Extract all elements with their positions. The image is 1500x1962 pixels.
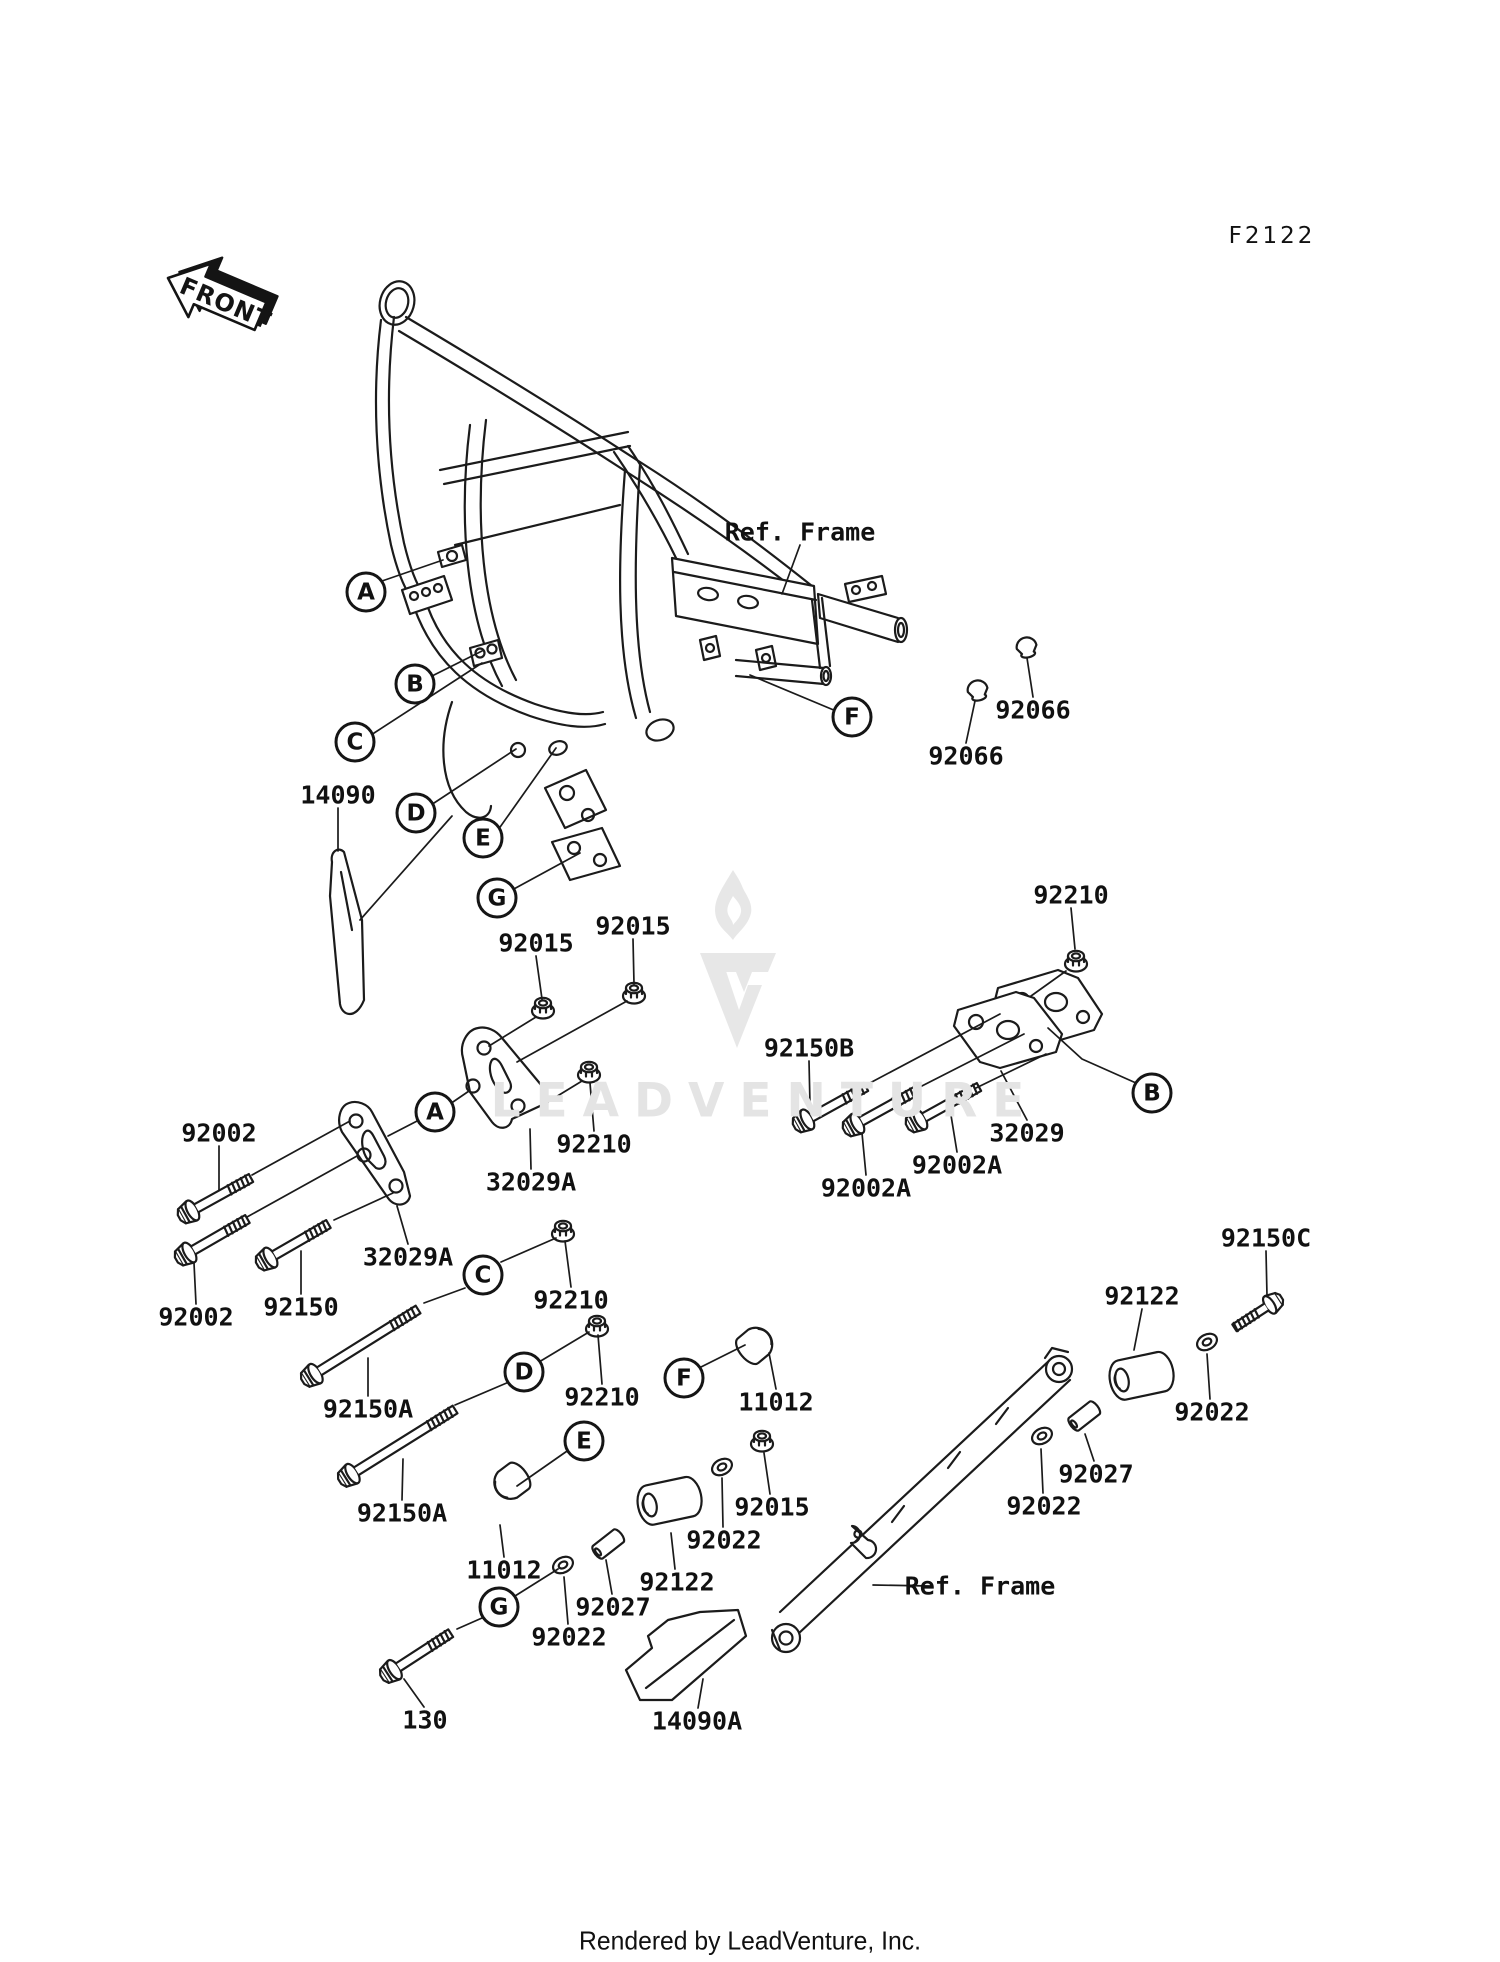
part-label: 92002 <box>181 1118 257 1148</box>
part-label: 92150A <box>322 1394 414 1424</box>
leadventure-logo-watermark <box>700 870 776 1048</box>
part-label: 92066 <box>928 741 1004 771</box>
bolt-130-icon <box>376 1624 457 1687</box>
part-label: 32029 <box>989 1118 1065 1148</box>
part-label: 92022 <box>1174 1397 1250 1427</box>
callout-letter: D <box>504 1352 545 1393</box>
callout-letter: E <box>463 818 504 859</box>
callout-letter: G <box>479 1587 520 1628</box>
frame-illustration <box>330 277 907 1014</box>
part-label: 92027 <box>575 1592 651 1622</box>
part-label: Ref. Frame <box>904 1571 1056 1601</box>
collar-92027-icon <box>1066 1400 1102 1433</box>
damper-11012-icon <box>488 1459 535 1505</box>
part-label: 92027 <box>1058 1459 1134 1489</box>
nut-92210-icon <box>586 1316 608 1337</box>
part-label: 92022 <box>531 1622 607 1652</box>
part-label: 92122 <box>1104 1281 1180 1311</box>
part-label: 92150B <box>763 1033 855 1063</box>
part-label: 32029A <box>485 1167 577 1197</box>
washer-92022-icon <box>1194 1330 1220 1353</box>
part-label: 92066 <box>995 695 1071 725</box>
washer-92022-icon <box>550 1553 576 1576</box>
part-label: 32029A <box>362 1242 454 1272</box>
part-label: 130 <box>402 1705 448 1735</box>
part-label: 11012 <box>466 1555 542 1585</box>
part-label: 92002 <box>158 1302 234 1332</box>
nut-92015-icon <box>623 983 645 1004</box>
part-label: 92210 <box>1033 880 1109 910</box>
washer-92022-icon <box>709 1455 735 1478</box>
part-label: 92015 <box>595 911 671 941</box>
footer-credit: Rendered by LeadVenture, Inc. <box>579 1925 921 1956</box>
part-label: 92002A <box>820 1173 912 1203</box>
bolt-92150C-icon <box>1229 1289 1287 1336</box>
part-label: 92150A <box>356 1498 448 1528</box>
plug-92066-icon <box>966 679 990 703</box>
plug-92066-icon <box>1015 636 1039 660</box>
callout-letter: G <box>477 878 518 919</box>
damper-92122-icon <box>1106 1350 1177 1402</box>
leadventure-watermark-text: LEADVENTURE <box>490 1073 1040 1129</box>
callout-letter: A <box>415 1092 456 1133</box>
part-label: 92022 <box>1006 1491 1082 1521</box>
collar-92027-icon <box>590 1528 626 1561</box>
part-label: 92150C <box>1220 1223 1312 1253</box>
part-label: 92150 <box>263 1292 339 1322</box>
part-label: 92210 <box>556 1129 632 1159</box>
callout-letter: B <box>395 664 436 705</box>
nut-92015-icon <box>532 998 554 1019</box>
part-label: 92210 <box>564 1382 640 1412</box>
part-label: 14090 <box>300 780 376 810</box>
bolt-92150-icon <box>252 1214 334 1274</box>
part-label: 92122 <box>639 1567 715 1597</box>
callout-letter: A <box>346 572 387 613</box>
part-label: 92015 <box>734 1492 810 1522</box>
damper-11012-icon <box>732 1321 779 1368</box>
bracket-32029-plates <box>954 970 1102 1068</box>
part-label: Ref. Frame <box>724 517 876 547</box>
nut-92210-icon <box>1065 951 1087 972</box>
front-arrow-label: FRONT <box>175 271 276 336</box>
part-label: 92015 <box>498 928 574 958</box>
nut-92015-icon <box>751 1431 773 1452</box>
callout-letter: B <box>1132 1073 1173 1114</box>
callout-letter: D <box>396 793 437 834</box>
part-label: 92002A <box>911 1150 1003 1180</box>
part-label: 92022 <box>686 1525 762 1555</box>
washer-92022-icon <box>1029 1424 1055 1447</box>
callout-letter: F <box>832 697 873 738</box>
bracket-14090A <box>626 1610 746 1700</box>
damper-92122-icon <box>634 1475 705 1527</box>
callout-letter: C <box>335 722 376 763</box>
callout-letter: C <box>463 1255 504 1296</box>
front-direction-arrow <box>157 241 286 347</box>
part-label: 14090A <box>651 1706 743 1736</box>
callout-letter: F <box>664 1358 705 1399</box>
part-label: 11012 <box>738 1387 814 1417</box>
diagram-code: F2122 <box>1228 223 1316 249</box>
callout-letter: E <box>564 1421 605 1462</box>
part-label: 92210 <box>533 1285 609 1315</box>
